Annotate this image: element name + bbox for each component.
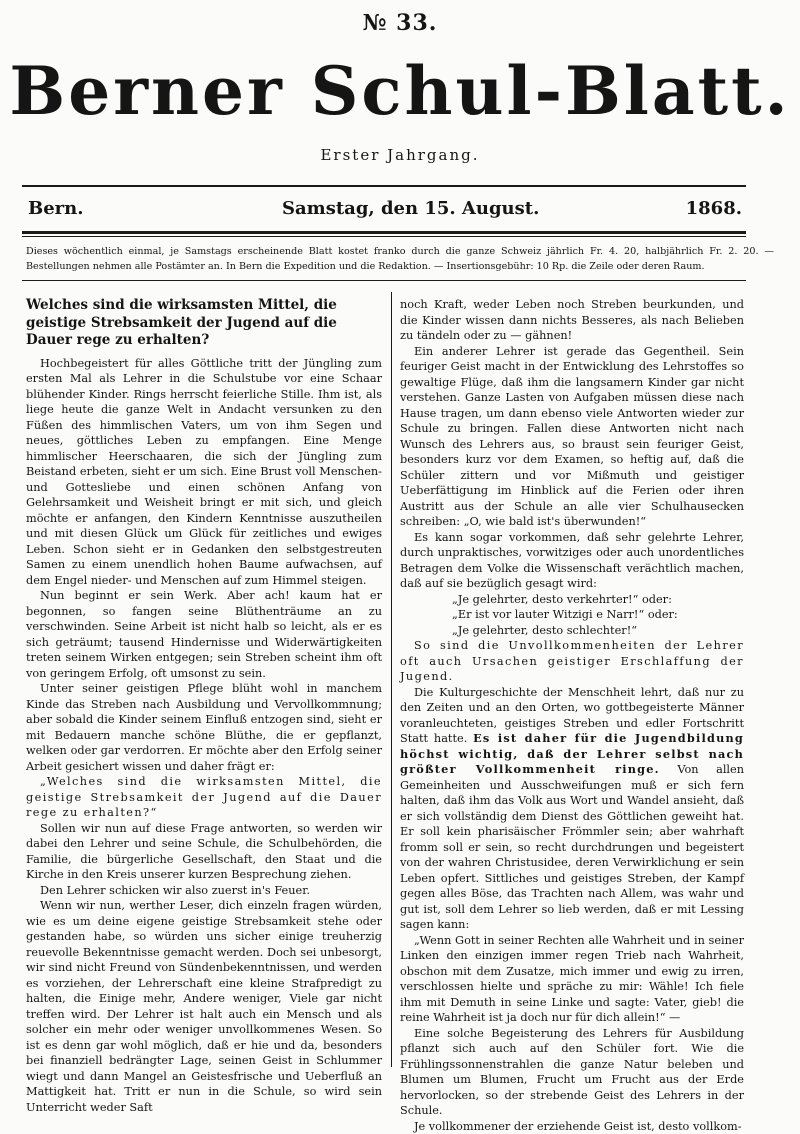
place-label: Bern. <box>28 198 84 219</box>
paragraph: noch Kraft, weder Leben noch Streben beurkunden, und die Kinder wissen dann nichts Besseres, als nach Belieben zu tändeln oder zu — gähnen! <box>400 297 744 344</box>
notice-rule <box>22 280 746 281</box>
date-label: Samstag, den 15. August. <box>282 198 539 219</box>
paragraph: Unter seiner geistigen Pflege blüht wohl in manchem Kinde das Streben nach Ausbildung und Vervollkommnung; aber sobald die Kinder seinem Einfluß entzogen sind, sieht er mit Bedauern manche schöne Blüthe, die er gepflanzt, welken oder gar verdorren. Er möchte aber den Erfolg seiner Arbeit gesichert wissen und daher frägt er: <box>26 681 382 774</box>
paragraph <box>400 685 744 933</box>
article-column-left <box>26 297 382 1067</box>
paragraph: Sollen wir nun auf diese Frage antworten, so werden wir dabei den Lehrer und seine Schule, die Schulbehörden, die Familie, die bürgerliche Gesellschaft, den Staat und die Kirche in den Kreis unserer kurzen Besprechung ziehen. <box>26 821 382 883</box>
column-divider <box>391 292 392 1067</box>
paragraph-part: Die Kulturgeschichte der Menschheit lehrt, daß nur zu den Zeiten und an den Orten, wo gottbegeisterte Männer voranleuchteten, geistiges Streben und edler Fortschritt Statt hatte. <box>400 686 744 746</box>
quote-line: „Er ist vor lauter Witzigi e Narr!“ oder: <box>400 607 744 623</box>
article-column-right <box>400 297 744 1067</box>
paragraph: Ein anderer Lehrer ist gerade das Gegentheil. Sein feuriger Geist macht in der Entwicklung des Lehrstoffes so gewaltige Flüge, daß ihm die langsamern Kinder gar nicht verstehen. Ganze Lasten von Aufgaben müssen diese nach Hause tragen, um dann ebenso viele Antworten wieder zur Schule zu bringen. Fallen diese Antworten nicht nach Wunsch des Lehrers aus, so braust sein feuriger Geist, besonders kurz vor dem Examen, so heftig auf, daß die Schüler zittern und vor Mißmuth und geistiger Ueberfättigung im Hinblick auf die Ferien oder ihren Austritt aus der Schule an alle vier Schulhausecken schreiben: „O, wie bald ist's überwunden!“ <box>400 344 744 530</box>
header-rule-top <box>22 185 746 187</box>
header-rule-mid-thick <box>22 231 746 234</box>
masthead-title: Berner Schul-Blatt. <box>0 48 800 134</box>
dateline <box>22 198 742 222</box>
paragraph-part: Von allen Gemeinheiten und Ausschweifungen muß er sich fern halten, daß ihm das Volk aus Wort und Wandel ansieht, daß er sich vollständig dem Dienst des Göttlichen geweiht hat. Er soll kein pharisäischer Frömmler sein; aber wahrhaft fromm soll er sein, so recht durchdrungen und begeistert von der wahren Christusidee, deren Verwirklichung er sein Leben opfert. Sittliches und geistiges Streben, der Kampf gegen alles Böse, das Trachten nach Allem, was wahr und gut ist, soll dem Lehrer so lieb werden, daß er mit Lessing sagen kann: <box>400 763 744 931</box>
lessing-quote: „Wenn Gott in seiner Rechten alle Wahrheit und in seiner Linken den einzigen immer regen Trieb nach Wahrheit, obschon mit dem Zusatze, mich immer und ewig zu irren, verschlossen hielte und spräche zu mir: Wähle! Ich fiele ihm mit Demuth in seine Linke und sagte: Vater, gieb! die reine Wahrheit ist ja doch nur für dich allein!“ — <box>400 933 744 1026</box>
paragraph: Je vollkommener der erziehende Geist ist, desto vollkom- <box>400 1119 744 1134</box>
issue-number: № 33. <box>0 10 800 36</box>
quoted-question: „Welches sind die wirksamsten Mittel, die geistige Strebsamkeit der Jugend auf die Dauer rege zu erhalten?“ <box>26 774 382 821</box>
paragraph: Hochbegeistert für alles Göttliche tritt der Jüngling zum ersten Mal als Lehrer in die Schulstube vor eine Schaar blühender Kinder. Rings herrscht feierliche Stille. Ihm ist, als liege heute die ganze Welt in Andacht versunken zu den Füßen des himmlischen Vaters, um von ihm Segen und neues, göttliches Leben zu empfangen. Eine Menge himmlischer Heerschaaren, die sich der Jüngling zum Beistand erbeten, sieht er um sich. Eine Brust voll Menschen- und Gottesliebe und einen schönen Anfang von Gelehrsamkeit und Weisheit bringt er mit sich, und gleich möchte er anfangen, den Kindern Kenntnisse auszutheilen und mit diesen Glück um Glück für zeitliches und ewiges Leben. Schon sieht er in Gedanken den selbstgestreuten Samen zu einem unendlich hohen Baume aufwachsen, auf dem Engel nieder- und Menschen auf zum Himmel steigen. <box>26 356 382 589</box>
paragraph: Den Lehrer schicken wir also zuerst in's Feuer. <box>26 883 382 899</box>
paragraph: Wenn wir nun, werther Leser, dich einzeln fragen würden, wie es um deine eigene geistige Strebsamkeit stehe oder gestanden habe, so würden uns sicher einige treuherzig reuevolle Bekenntnisse gemacht werden. Doch sei unbesorgt, wir sind nicht Freund von Sündenbekenntnissen, und werden es vorziehen, der Lehrerschaft eine kleine Strafpredigt zu halten, die Einige mehr, Andere weniger, Viele gar nicht treffen wird. Der Lehrer ist halt auch ein Mensch und als solcher ein mehr oder weniger unvollkommenes Wesen. So ist es denn gar wohl möglich, daß er hie und da, besonders bei finanziell bedrängter Lage, seinen Geist in Schlummer wiegt und dann Mangel an Geistesfrische und Ueberfluß an Mattigkeit hat. Tritt er nun in die Schule, so wird sein Unterricht weder Saft <box>26 898 382 1115</box>
emphasized-sentence: Es ist daher für die Jugendbildung höchst wichtig, daß der Lehrer selbst nach größter Vollkommenheit ringe. <box>400 731 744 776</box>
paragraph: Es kann sogar vorkommen, daß sehr gelehrte Lehrer, durch unpraktisches, vorwitziges oder auch unordentliches Betragen dem Volke die Wissenschaft verächtlich machen, daß auf sie bezüglich gesagt wird: <box>400 530 744 592</box>
subscription-notice: Dieses wöchentlich einmal, je Samstags erscheinende Blatt kostet franko durch die ganze Schweiz jährlich Fr. 4. 20, halbjährlich Fr. 2. 20. — Bestellungen nehmen alle Postämter an. In Bern die Expedition und die Redaktion. — Insertionsgebühr: 10 Rp. die Zeile oder deren Raum. <box>26 244 774 274</box>
quote-line: „Je gelehrter, desto schlechter!“ <box>400 623 744 639</box>
emphasized-sentence: So sind die Unvollkommenheiten der Lehrer oft auch Ursachen geistiger Erschlaffung der Jugend. <box>400 638 744 685</box>
article-headline: Welches sind die wirksamsten Mittel, die geistige Strebsamkeit der Jugend auf die Dauer rege zu erhalten? <box>26 297 382 350</box>
paragraph: Eine solche Begeisterung des Lehrers für Ausbildung pflanzt sich auch auf den Schüler fort. Wie die Frühlingssonnenstrahlen die ganze Natur beleben und Blumen um Blumen, Frucht um Frucht aus der Erde hervorlocken, so der strebende Geist des Lehrers in der Schule. <box>400 1026 744 1119</box>
quote-line: „Je gelehrter, desto verkehrter!“ oder: <box>400 592 744 608</box>
year-label: 1868. <box>686 198 742 219</box>
paragraph: Nun beginnt er sein Werk. Aber ach! kaum hat er begonnen, so fangen seine Blüthenträume an zu verschwinden. Seine Arbeit ist nicht halb so leicht, als er es sich geträumt; tausend Hindernisse und Widerwärtigkeiten treten seinem Wirken entgegen; sein Streben scheint ihm oft von geringem Erfolg, oft umsonst zu sein. <box>26 588 382 681</box>
masthead-subtitle: Erster Jahrgang. <box>0 146 800 164</box>
header-rule-mid-thin <box>22 236 746 237</box>
